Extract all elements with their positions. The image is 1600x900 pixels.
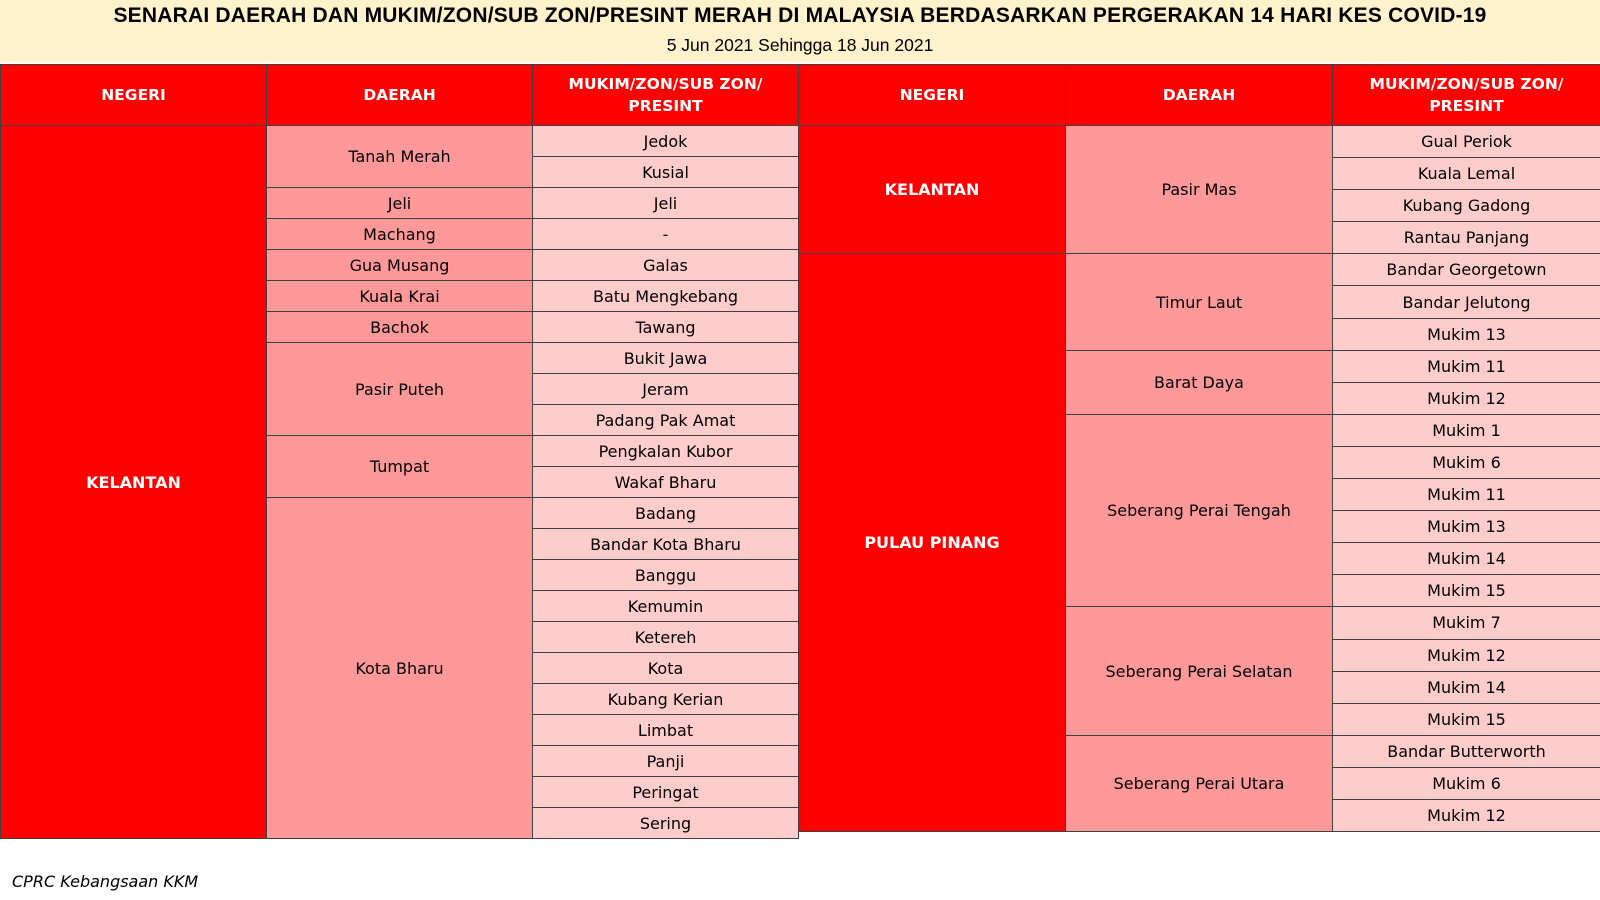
mukim-cell: Galas <box>533 250 799 281</box>
daerah-cell: Tumpat <box>267 436 533 498</box>
mukim-cell: Jedok <box>533 126 799 157</box>
mukim-cell: Kota <box>533 653 799 684</box>
mukim-cell: - <box>533 219 799 250</box>
mukim-cell: Mukim 12 <box>1333 799 1600 831</box>
mukim-cell: Jeram <box>533 374 799 405</box>
daerah-cell: Timur Laut <box>1066 254 1333 350</box>
mukim-cell: Badang <box>533 498 799 529</box>
column-header-daerah: DAERAH <box>267 65 533 126</box>
source-note: CPRC Kebangsaan KKM <box>12 872 199 891</box>
daerah-cell: Kuala Krai <box>267 281 533 312</box>
column-header-mukim: MUKIM/ZON/SUB ZON/ PRESINT <box>1333 65 1600 126</box>
column-header-negeri: NEGERI <box>1 65 267 126</box>
daerah-cell: Barat Daya <box>1066 350 1333 414</box>
daerah-cell: Machang <box>267 219 533 250</box>
mukim-cell: Gual Periok <box>1333 126 1600 158</box>
mukim-cell: Mukim 7 <box>1333 607 1600 639</box>
mukim-cell: Bandar Georgetown <box>1333 254 1600 286</box>
mukim-cell: Kemumin <box>533 591 799 622</box>
column-header-mukim: MUKIM/ZON/SUB ZON/ PRESINT <box>533 65 799 126</box>
mukim-cell: Mukim 14 <box>1333 671 1600 703</box>
mukim-cell: Panji <box>533 746 799 777</box>
mukim-cell: Banggu <box>533 560 799 591</box>
negeri-cell: PULAU PINANG <box>799 254 1066 832</box>
mukim-cell: Peringat <box>533 777 799 808</box>
mukim-cell: Kubang Gadong <box>1333 190 1600 222</box>
mukim-cell: Limbat <box>533 715 799 746</box>
mukim-cell: Rantau Panjang <box>1333 222 1600 254</box>
page-title: SENARAI DAERAH DAN MUKIM/ZON/SUB ZON/PRESINT MERAH DI MALAYSIA BERDASARKAN PERGERAKAN 14 HARI KES COVID-19 <box>113 4 1487 27</box>
daerah-cell: Gua Musang <box>267 250 533 281</box>
daerah-cell: Seberang Perai Tengah <box>1066 414 1333 607</box>
mukim-cell: Mukim 6 <box>1333 767 1600 799</box>
mukim-cell: Wakaf Bharu <box>533 467 799 498</box>
table-row <box>1 126 799 157</box>
header-row <box>1 65 799 126</box>
column-header-daerah: DAERAH <box>1066 65 1333 126</box>
mukim-cell: Sering <box>533 808 799 839</box>
daerah-cell: Bachok <box>267 312 533 343</box>
daerah-cell: Jeli <box>267 188 533 219</box>
daerah-cell: Tanah Merah <box>267 126 533 188</box>
mukim-cell: Mukim 1 <box>1333 414 1600 446</box>
mukim-cell: Mukim 11 <box>1333 479 1600 511</box>
mukim-cell: Mukim 13 <box>1333 511 1600 543</box>
daerah-cell: Pasir Puteh <box>267 343 533 436</box>
mukim-cell: Bandar Butterworth <box>1333 735 1600 767</box>
negeri-cell: KELANTAN <box>1 126 267 839</box>
mukim-cell: Kubang Kerian <box>533 684 799 715</box>
right-table <box>798 64 1600 832</box>
column-header-negeri: NEGERI <box>799 65 1066 126</box>
mukim-cell: Kusial <box>533 157 799 188</box>
mukim-cell: Mukim 6 <box>1333 446 1600 478</box>
left-table <box>0 64 799 839</box>
daerah-cell: Kota Bharu <box>267 498 533 839</box>
mukim-cell: Mukim 13 <box>1333 318 1600 350</box>
header-banner <box>0 0 1600 62</box>
daerah-cell: Seberang Perai Selatan <box>1066 607 1333 735</box>
table-row <box>799 254 1600 286</box>
mukim-cell: Bandar Jelutong <box>1333 286 1600 318</box>
mukim-cell: Batu Mengkebang <box>533 281 799 312</box>
date-range: 5 Jun 2021 Sehingga 18 Jun 2021 <box>666 35 934 55</box>
mukim-cell: Pengkalan Kubor <box>533 436 799 467</box>
negeri-cell: KELANTAN <box>799 126 1066 254</box>
mukim-cell: Jeli <box>533 188 799 219</box>
mukim-cell: Kuala Lemal <box>1333 158 1600 190</box>
mukim-cell: Mukim 12 <box>1333 639 1600 671</box>
mukim-cell: Bandar Kota Bharu <box>533 529 799 560</box>
header-row <box>799 65 1600 126</box>
mukim-cell: Padang Pak Amat <box>533 405 799 436</box>
mukim-cell: Ketereh <box>533 622 799 653</box>
daerah-cell: Pasir Mas <box>1066 126 1333 254</box>
mukim-cell: Mukim 11 <box>1333 350 1600 382</box>
mukim-cell: Mukim 15 <box>1333 703 1600 735</box>
table-row <box>799 126 1600 158</box>
daerah-cell: Seberang Perai Utara <box>1066 735 1333 831</box>
mukim-cell: Mukim 15 <box>1333 575 1600 607</box>
mukim-cell: Tawang <box>533 312 799 343</box>
mukim-cell: Mukim 14 <box>1333 543 1600 575</box>
mukim-cell: Bukit Jawa <box>533 343 799 374</box>
mukim-cell: Mukim 12 <box>1333 382 1600 414</box>
